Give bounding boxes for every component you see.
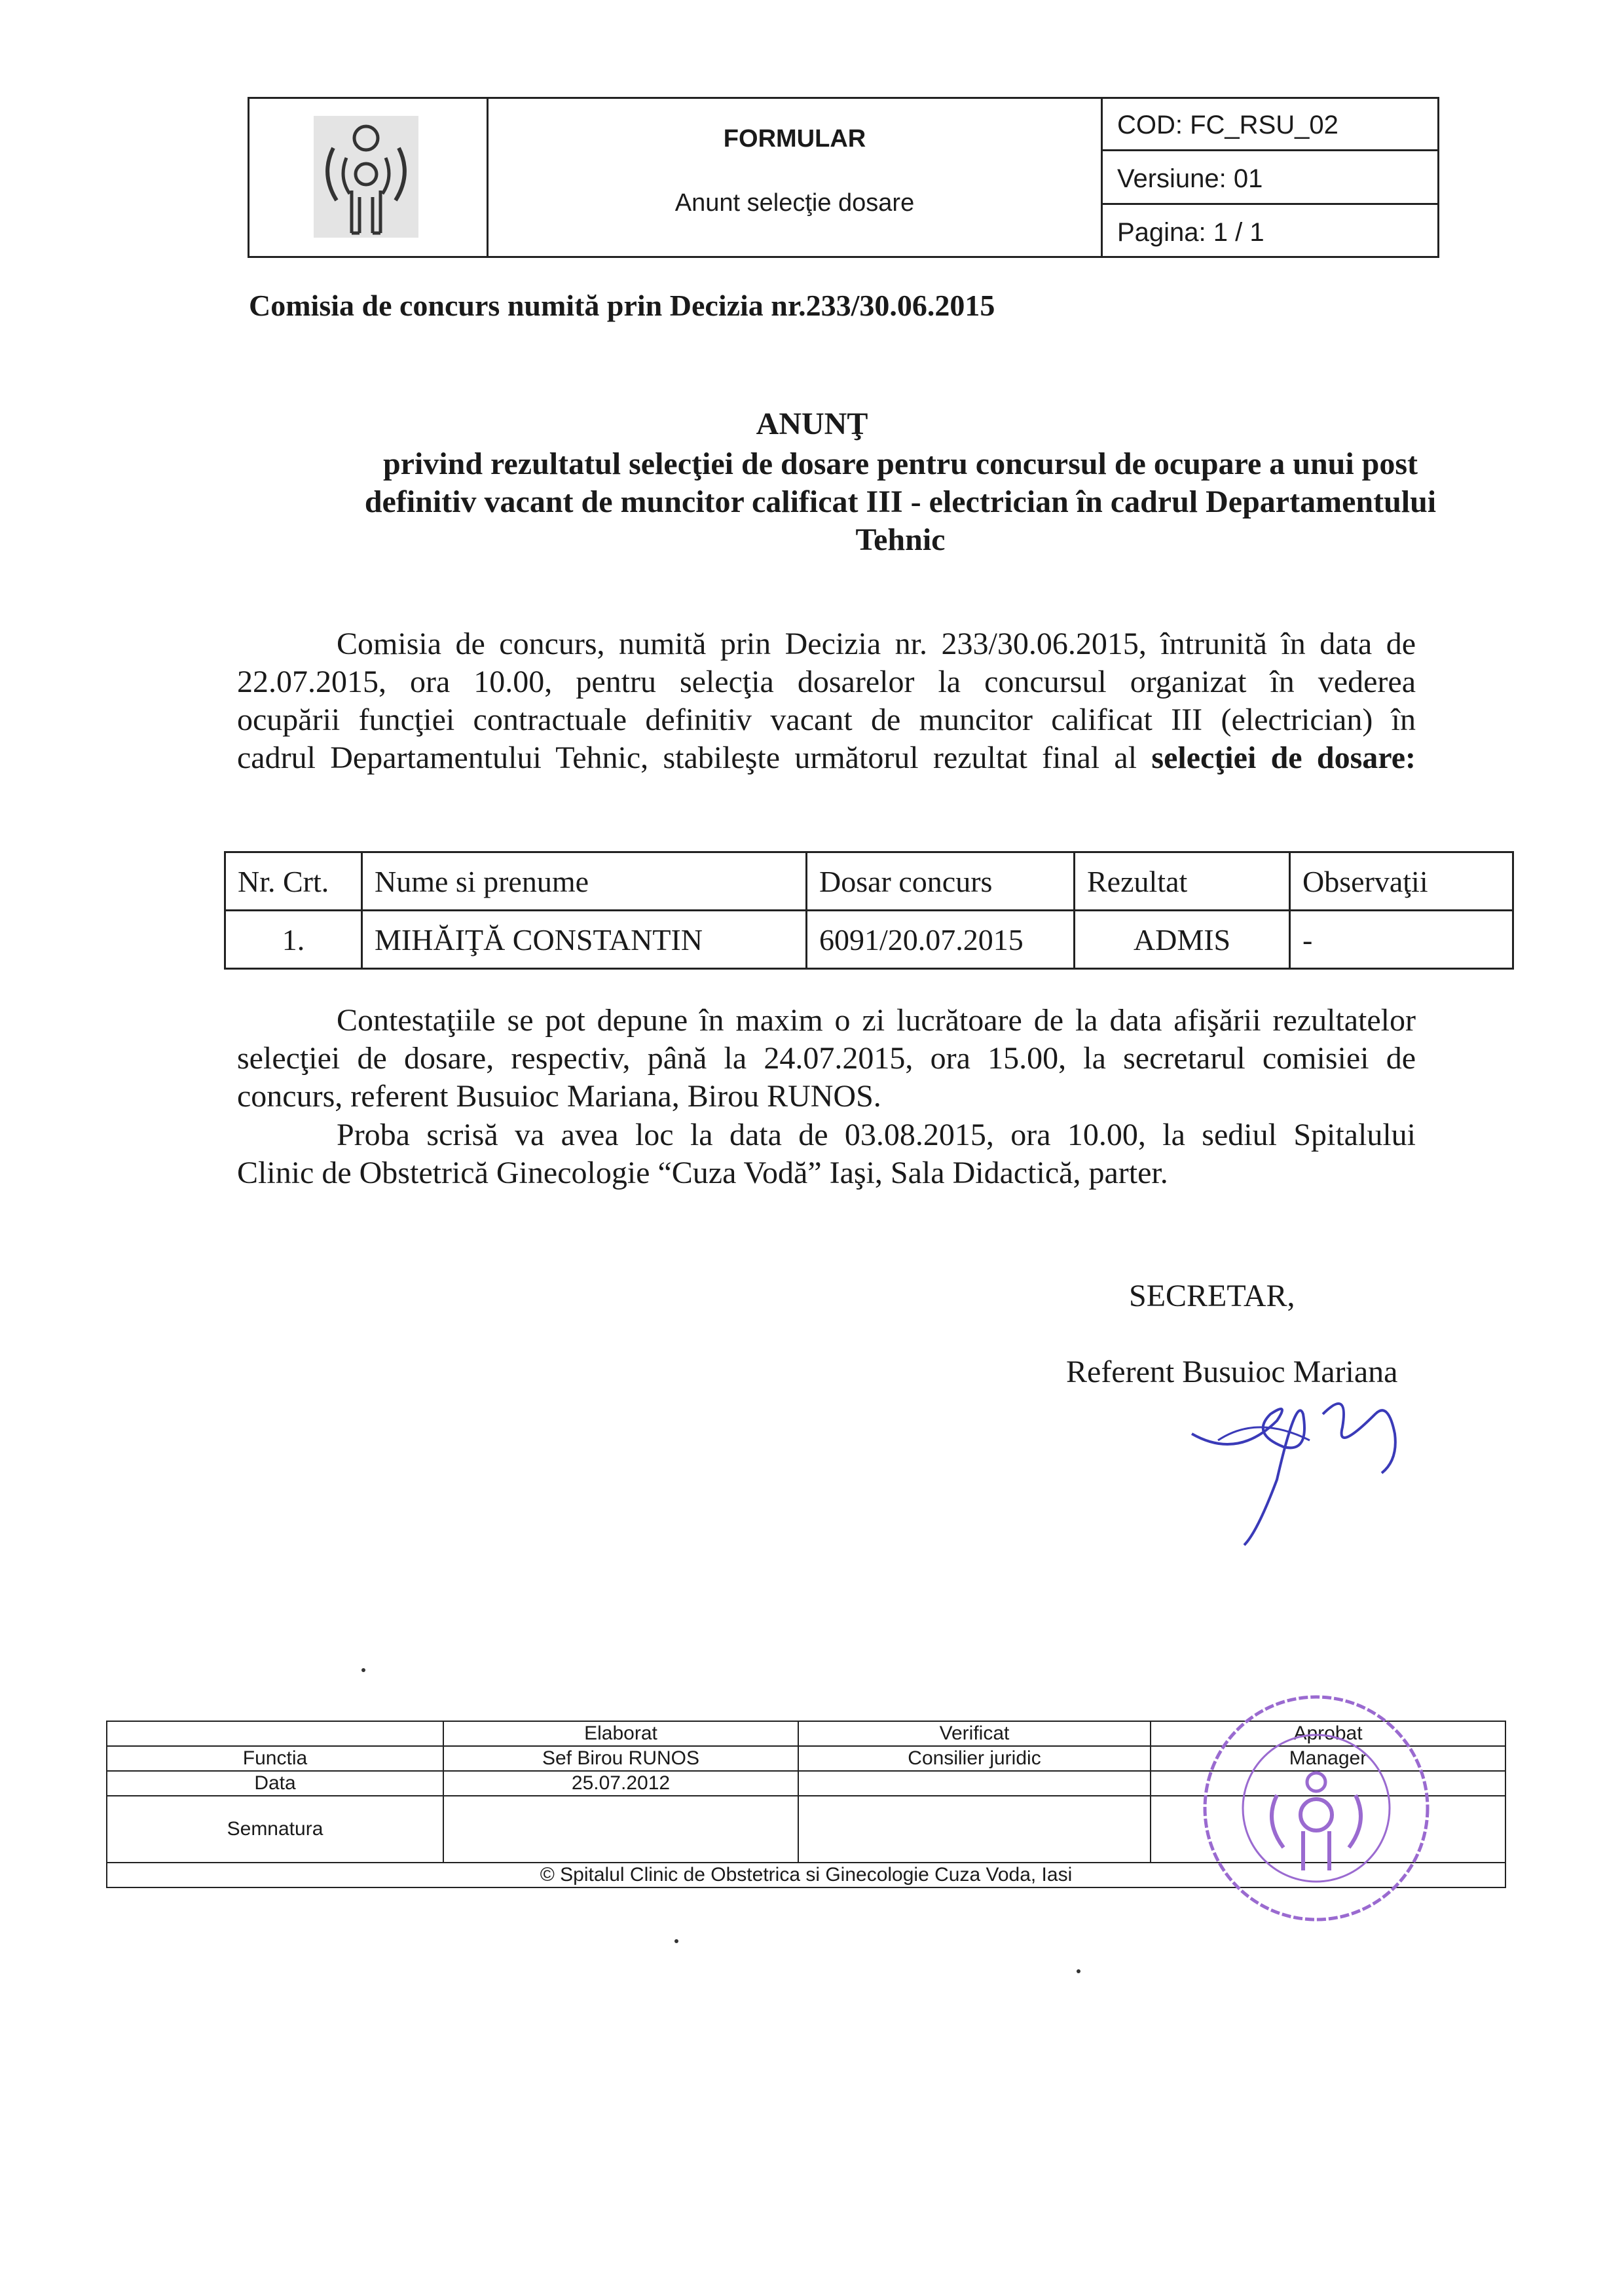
table-header-cell: Aprobat bbox=[1151, 1721, 1505, 1746]
table-cell: Functia bbox=[107, 1746, 443, 1771]
paragraph-bold-end: selecţiei de dosare: bbox=[1151, 740, 1416, 775]
form-code-cell bbox=[1101, 99, 1437, 256]
table-header-cell: Nr. Crt. bbox=[225, 852, 362, 911]
table-header-cell: Rezultat bbox=[1075, 852, 1290, 911]
form-header bbox=[248, 97, 1439, 258]
table-cell bbox=[798, 1771, 1151, 1796]
hospital-stamp-icon bbox=[1192, 1684, 1441, 1933]
handwritten-signature-icon bbox=[1179, 1375, 1414, 1558]
paragraph-line: ocupării funcţiei contractuale definitiv vacant de muncitor calificat III (electrician) în bbox=[237, 702, 1416, 737]
scan-dot bbox=[361, 1668, 365, 1672]
table-header-row bbox=[225, 852, 1513, 911]
table-cell: MIHĂIŢĂ CONSTANTIN bbox=[362, 911, 807, 969]
table-header-cell: Nume si prenume bbox=[362, 852, 807, 911]
table-header-cell: Verificat bbox=[798, 1721, 1151, 1746]
announcement-subject-line: definitiv vacant de muncitor calificat III - electrician în cadrul Departamentului bbox=[364, 484, 1437, 519]
paragraph-line: Contestaţiile se pot depune în maxim o zi lucrătoare de la data afişării rezultatelor bbox=[337, 1003, 1416, 1038]
form-code: COD: FC_RSU_02 bbox=[1103, 99, 1437, 151]
form-title-cell bbox=[489, 99, 1101, 256]
announcement-subject bbox=[249, 445, 1552, 559]
table-cell: ADMIS bbox=[1075, 911, 1290, 969]
logo-cell bbox=[249, 99, 489, 256]
paragraph-line: Clinic de Obstetrică Ginecologie “Cuza Vodă” Iaşi, Sala Didactică, parter. bbox=[237, 1156, 1168, 1190]
table-header-cell: Observaţii bbox=[1290, 852, 1513, 911]
copyright-notice: © Spitalul Clinic de Obstetrica si Ginecologie Cuza Voda, Iasi bbox=[107, 1863, 1505, 1887]
table-cell: Consilier juridic bbox=[798, 1746, 1151, 1771]
table-cell bbox=[443, 1796, 798, 1863]
form-page-number: Pagina: 1 / 1 bbox=[1117, 218, 1264, 247]
paragraph-line: 22.07.2015, ora 10.00, pentru selecţia dosarelor la concursul organizat în vederea bbox=[237, 665, 1416, 699]
results-table bbox=[224, 851, 1514, 970]
hospital-logo-icon bbox=[307, 112, 425, 243]
table-cell: - bbox=[1290, 911, 1513, 969]
table-cell: Sef Birou RUNOS bbox=[443, 1746, 798, 1771]
table-header-cell bbox=[107, 1721, 443, 1746]
form-subtitle: Anunt selecţie dosare bbox=[674, 189, 915, 217]
paragraph-line: selecţiei de dosare, respectiv, până la 24.07.2015, ora 15.00, la secretarul comisiei de bbox=[237, 1041, 1416, 1076]
announcement-subject-line: privind rezultatul selecţiei de dosare pentru concursul de ocupare a unui post bbox=[382, 446, 1418, 481]
table-cell: 25.07.2012 bbox=[443, 1771, 798, 1796]
table-cell: 6091/20.07.2015 bbox=[807, 911, 1075, 969]
paragraph-line: cadrul Departamentului Tehnic, stabileşte următorul rezultat final al selecţiei de dosare: bbox=[237, 740, 1416, 775]
paragraph-line: Proba scrisă va avea loc la data de 03.08.2015, ora 10.00, la sediul Spitalului bbox=[337, 1118, 1416, 1152]
table-cell bbox=[798, 1796, 1151, 1863]
appeal-paragraph bbox=[237, 1002, 1416, 1116]
form-title: FORMULAR bbox=[723, 125, 866, 153]
commission-line: Comisia de concurs numită prin Decizia nr.233/30.06.2015 bbox=[249, 289, 995, 322]
paragraph-line: Comisia de concurs, numită prin Decizia nr. 233/30.06.2015, întrunită în data de bbox=[337, 627, 1416, 661]
signature-role: SECRETAR, bbox=[1129, 1279, 1295, 1313]
table-cell: Semnatura bbox=[107, 1796, 443, 1863]
announcement-title: ANUNŢ bbox=[756, 407, 868, 441]
paragraph-line: concurs, referent Busuioc Mariana, Birou RUNOS. bbox=[237, 1079, 881, 1114]
announcement-subject-line: Tehnic bbox=[855, 522, 946, 557]
table-header-cell: Dosar concurs bbox=[807, 852, 1075, 911]
table-cell: Manager bbox=[1151, 1746, 1505, 1771]
form-version: Versiune: 01 bbox=[1103, 153, 1437, 205]
table-cell: 1. bbox=[225, 911, 362, 969]
table-header-cell: Elaborat bbox=[443, 1721, 798, 1746]
table-cell: Data bbox=[107, 1771, 443, 1796]
intro-paragraph bbox=[237, 625, 1416, 777]
table-row bbox=[225, 911, 1513, 969]
scan-dot bbox=[674, 1939, 678, 1943]
scan-dot bbox=[1077, 1969, 1080, 1973]
exam-paragraph bbox=[237, 1116, 1416, 1192]
signature-name: Referent Busuioc Mariana bbox=[1066, 1355, 1398, 1389]
